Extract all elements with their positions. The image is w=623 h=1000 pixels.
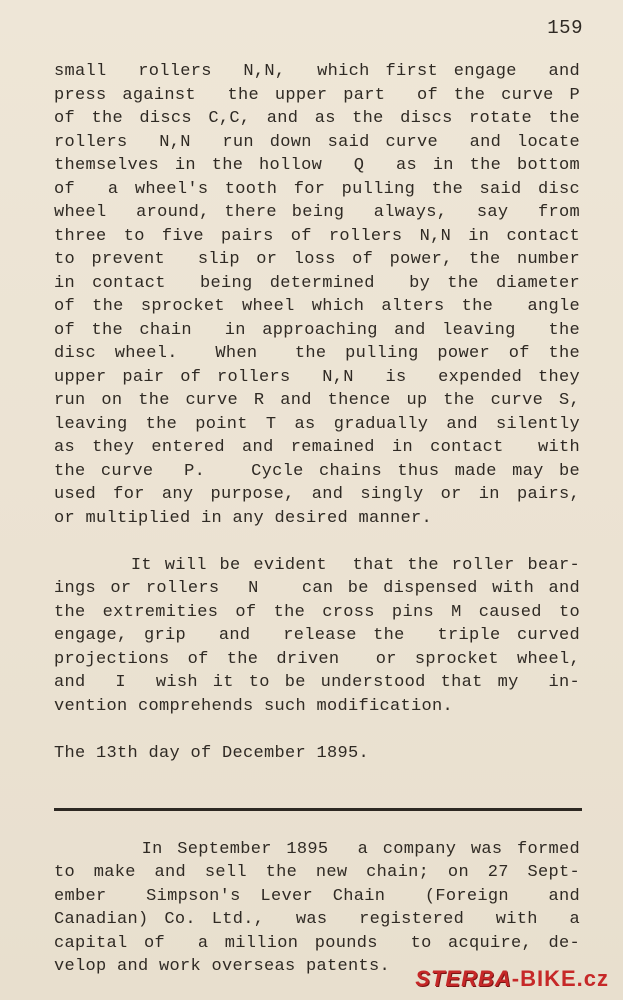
paragraph1-line: press against the upper part of the curve P [54, 86, 580, 105]
paragraph1-line: as they entered and remained in contact with [54, 438, 580, 457]
paragraph2-line: the extremities of the cross pins M caused to [54, 603, 580, 622]
paragraph1-line: to prevent slip or loss of power, the number [54, 250, 580, 269]
paragraph1-line: in contact being determined by the diameter [54, 274, 580, 293]
paragraph1-line: upper pair of rollers N,N is expended they [54, 368, 580, 387]
paragraph1-line: of the discs C,C, and as the discs rotate the [54, 109, 580, 128]
watermark-logo [415, 966, 609, 992]
paragraph3-line: In September 1895 a company was formed [54, 840, 580, 859]
paragraph3-line: to make and sell the new chain; on 27 Sept- [54, 863, 580, 882]
paragraph1-line: run on the curve R and thence up the curve S, [54, 391, 580, 410]
paragraph1-line: three to five pairs of rollers N,N in contact [54, 227, 580, 246]
paragraph3-line: Canadian) Co. Ltd., was registered with a [54, 910, 580, 929]
section-divider [54, 808, 582, 811]
paragraph2-line: It will be evident that the roller bear- [54, 556, 580, 575]
paragraph1-line: of the chain in approaching and leaving the [54, 321, 580, 340]
paragraph1-line: of the sprocket wheel which alters the angle [54, 297, 580, 316]
paragraph1-line: leaving the point T as gradually and silently [54, 415, 580, 434]
watermark-domain: -BIKE.cz [511, 966, 609, 991]
paragraph3-line: capital of a million pounds to acquire, de- [54, 934, 580, 953]
paragraph2-line: projections of the driven or sprocket wheel, [54, 650, 580, 669]
paragraph2-line: and I wish it to be understood that my in- [54, 673, 580, 692]
paragraph1-line: of a wheel's tooth for pulling the said disc [54, 180, 580, 199]
paragraph1-line: the curve P. Cycle chains thus made may be [54, 462, 580, 481]
paragraph1-line: themselves in the hollow Q as in the bottom [54, 156, 580, 175]
paragraph1-line: or multiplied in any desired manner. [54, 509, 433, 528]
paragraph2-line: ings or rollers N can be dispensed with and [54, 579, 580, 598]
paragraph1-line: disc wheel. When the pulling power of the [54, 344, 580, 363]
paragraph1-line: used for any purpose, and singly or in pairs, [54, 485, 580, 504]
paragraph1-line: small rollers N,N, which first engage and [54, 62, 580, 81]
paragraph2-line: vention comprehends such modification. [54, 697, 454, 716]
paragraph1-line: rollers N,N run down said curve and locate [54, 133, 580, 152]
date-line: The 13th day of December 1895. [54, 744, 370, 763]
page-number: 159 [547, 17, 583, 39]
watermark-brand: STERBA [415, 966, 512, 991]
paragraph3-line: ember Simpson's Lever Chain (Foreign and [54, 887, 580, 906]
paragraph1-line: wheel around, there being always, say from [54, 203, 580, 222]
paragraph3-line: velop and work overseas patents. [54, 957, 391, 976]
paragraph2-line: engage, grip and release the triple curved [54, 626, 580, 645]
